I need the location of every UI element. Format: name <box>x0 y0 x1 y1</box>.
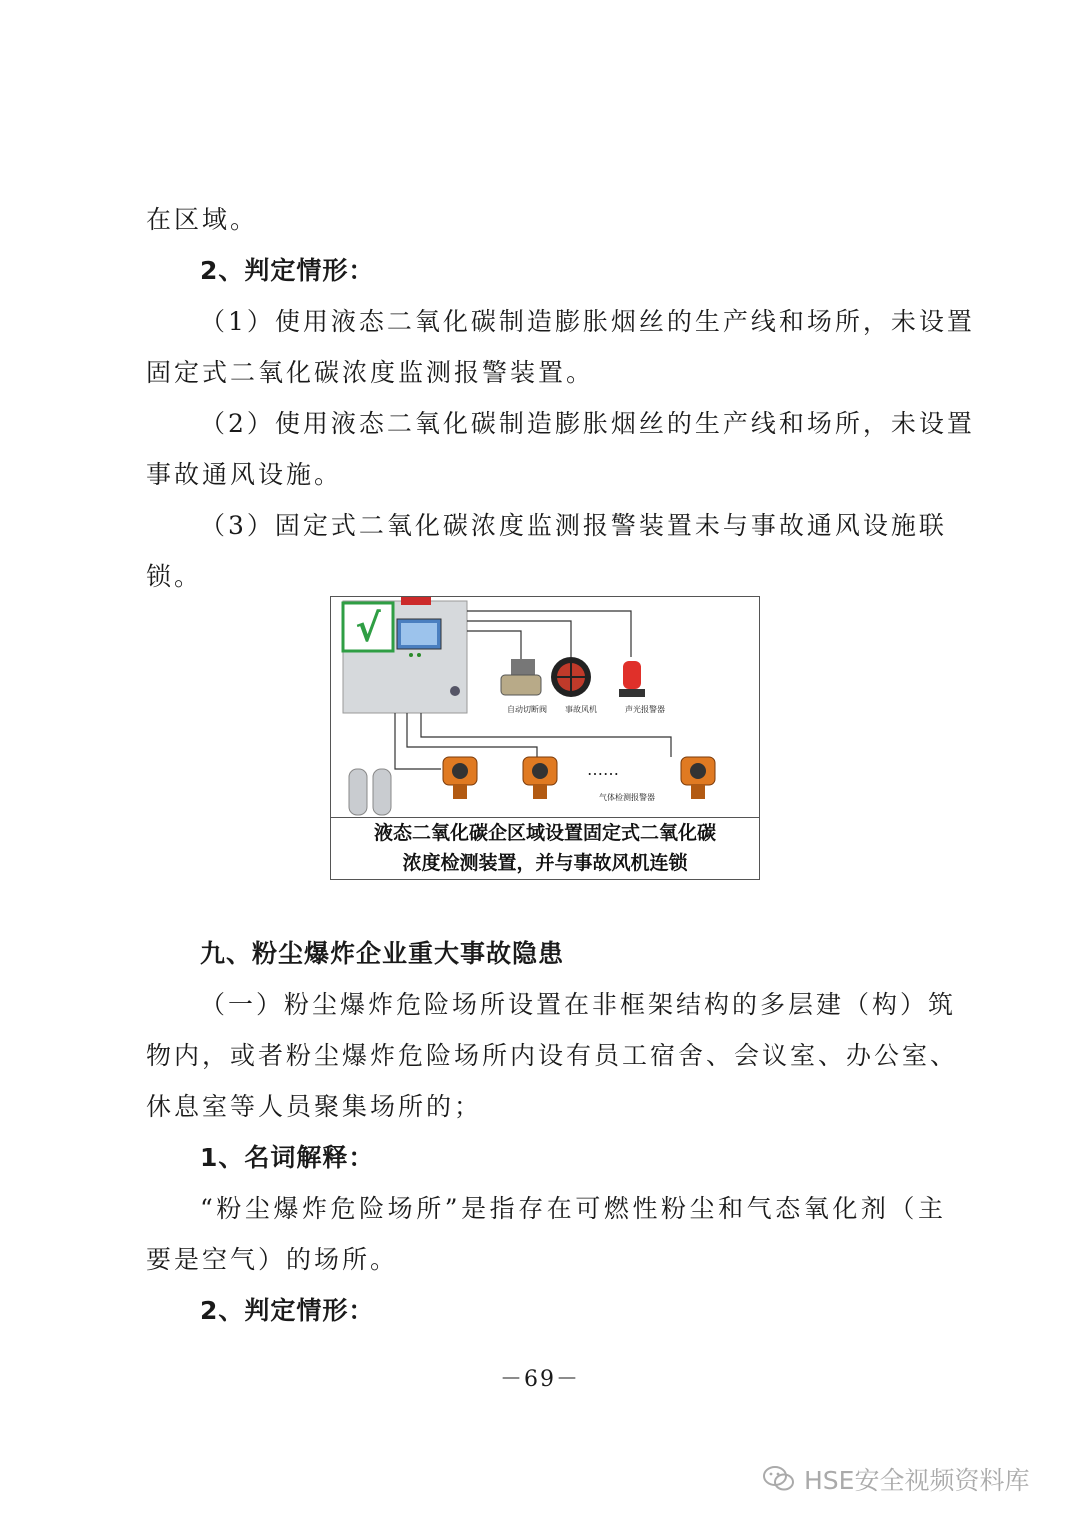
caption-line: 浓度检测装置，并与事故风机连锁 <box>402 852 688 874</box>
gas-detector-icon <box>443 757 477 799</box>
caption-line: 液态二氧化碳企区域设置固定式二氧化碳 <box>373 822 716 844</box>
section-heading: 九、粉尘爆炸企业重大事故隐患 <box>200 939 565 968</box>
text-line: 要是空气）的场所。 <box>146 1245 399 1274</box>
text-line: 在区域。 <box>146 205 259 234</box>
gas-detector-icon <box>523 757 557 799</box>
check-mark-icon: √ <box>355 606 381 650</box>
text-line: 固定式二氧化碳浓度监测报警装置。 <box>146 358 595 387</box>
text-line: （2）使用液态二氧化碳制造膨胀烟丝的生产线和场所，未设置 <box>200 409 975 438</box>
co2-system-diagram <box>331 597 759 817</box>
text-line: （一）粉尘爆炸危险场所设置在非框架结构的多层建（构）筑 <box>200 990 957 1019</box>
wechat-icon <box>762 1464 796 1494</box>
gas-cylinder-icon <box>349 769 367 815</box>
text-line: “粉尘爆炸危险场所”是指存在可燃性粉尘和气态氧化剂（主 <box>200 1194 946 1223</box>
text-line: （3）固定式二氧化碳浓度监测报警装置未与事故通风设施联 <box>200 511 947 540</box>
text-line: 事故通风设施。 <box>146 460 343 489</box>
text-line: 锁。 <box>146 562 203 591</box>
label-alarm: 声光报警器 <box>625 705 665 714</box>
watermark-text: HSE安全视频资料库 <box>804 1466 1030 1495</box>
subheading-judgment: 2、判定情形： <box>200 256 375 285</box>
figure-caption <box>331 817 759 879</box>
text-line: 休息室等人员聚集场所的； <box>146 1092 483 1121</box>
gas-cylinder-icon <box>373 769 391 815</box>
page-number: －69－ <box>500 1367 580 1392</box>
subheading-definition: 1、名词解释： <box>200 1143 375 1172</box>
shutoff-valve-icon <box>511 659 535 677</box>
label-shutoff-valve: 自动切断阀 <box>507 705 547 714</box>
gas-detector-icon <box>681 757 715 799</box>
label-exhaust-fan: 事故风机 <box>565 705 597 714</box>
text-line: （1）使用液态二氧化碳制造膨胀烟丝的生产线和场所，未设置 <box>200 307 975 336</box>
watermark <box>762 1461 1029 1497</box>
co2-monitoring-figure <box>330 596 760 880</box>
text-line: 物内，或者粉尘爆炸危险场所内设有员工宿舍、会议室、办公室、 <box>146 1041 959 1070</box>
ellipsis-dots: …… <box>587 760 619 779</box>
subheading-judgment: 2、判定情形： <box>200 1296 375 1325</box>
cabinet-knob <box>450 686 460 696</box>
cabinet-beacon <box>401 597 431 605</box>
label-gas-detector: 气体检测报警器 <box>599 793 655 802</box>
alarm-light-icon <box>623 661 641 689</box>
